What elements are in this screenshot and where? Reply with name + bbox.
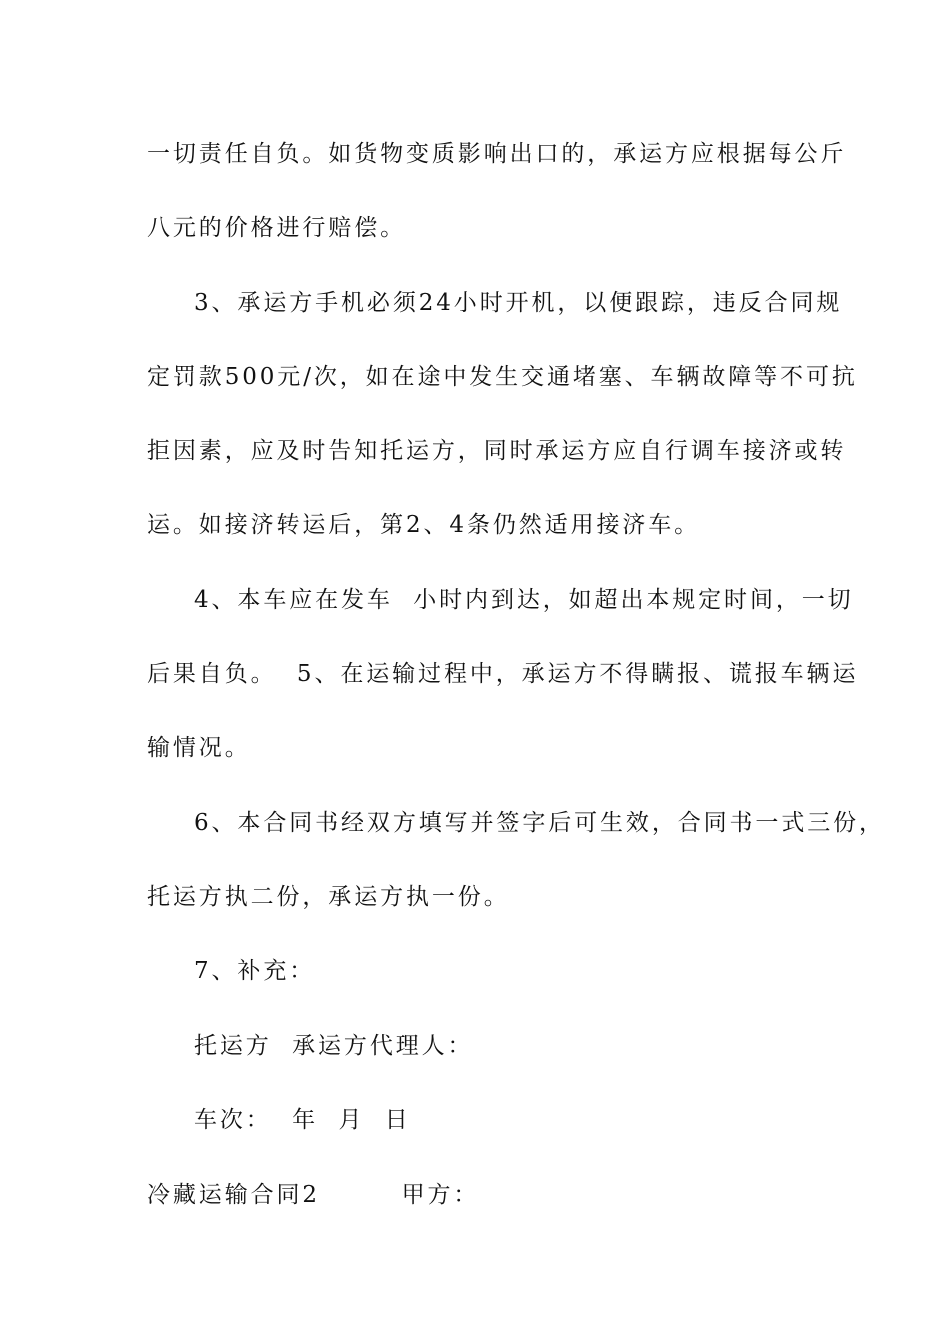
text-line: 八元的价格进行赔偿。 (147, 215, 406, 241)
text-line: 托运方 承运方代理人： (194, 1033, 474, 1059)
text-line: 6、本合同书经双方填写并签字后可生效，合同书一式三份， (194, 810, 885, 836)
text-line: 一切责任自负。如货物变质影响出口的，承运方应根据每公斤 (147, 141, 847, 167)
text-line: 输情况。 (147, 735, 251, 761)
text-line: 7、补充： (194, 958, 316, 984)
text-line: 运。如接济转运后，第2、4条仍然适用接济车。 (147, 512, 701, 538)
text-line: 车次： 年 月 日 (194, 1107, 411, 1133)
text-line: 拒因素，应及时告知托运方，同时承运方应自行调车接济或转 (147, 438, 847, 464)
text-line: 3、承运方手机必须24小时开机，以便跟踪，违反合同规 (194, 290, 843, 316)
text-line: 定罚款500元/次，如在途中发生交通堵塞、车辆故障等不可抗 (147, 364, 858, 390)
text-line: 后果自负。 5、在运输过程中，承运方不得瞒报、谎报车辆运 (147, 661, 859, 687)
text-line: 4、本车应在发车 小时内到达，如超出本规定时间，一切 (194, 587, 854, 613)
section-title-line: 冷藏运输合同2 甲方： (147, 1182, 480, 1208)
text-line: 托运方执二份，承运方执一份。 (147, 884, 510, 910)
